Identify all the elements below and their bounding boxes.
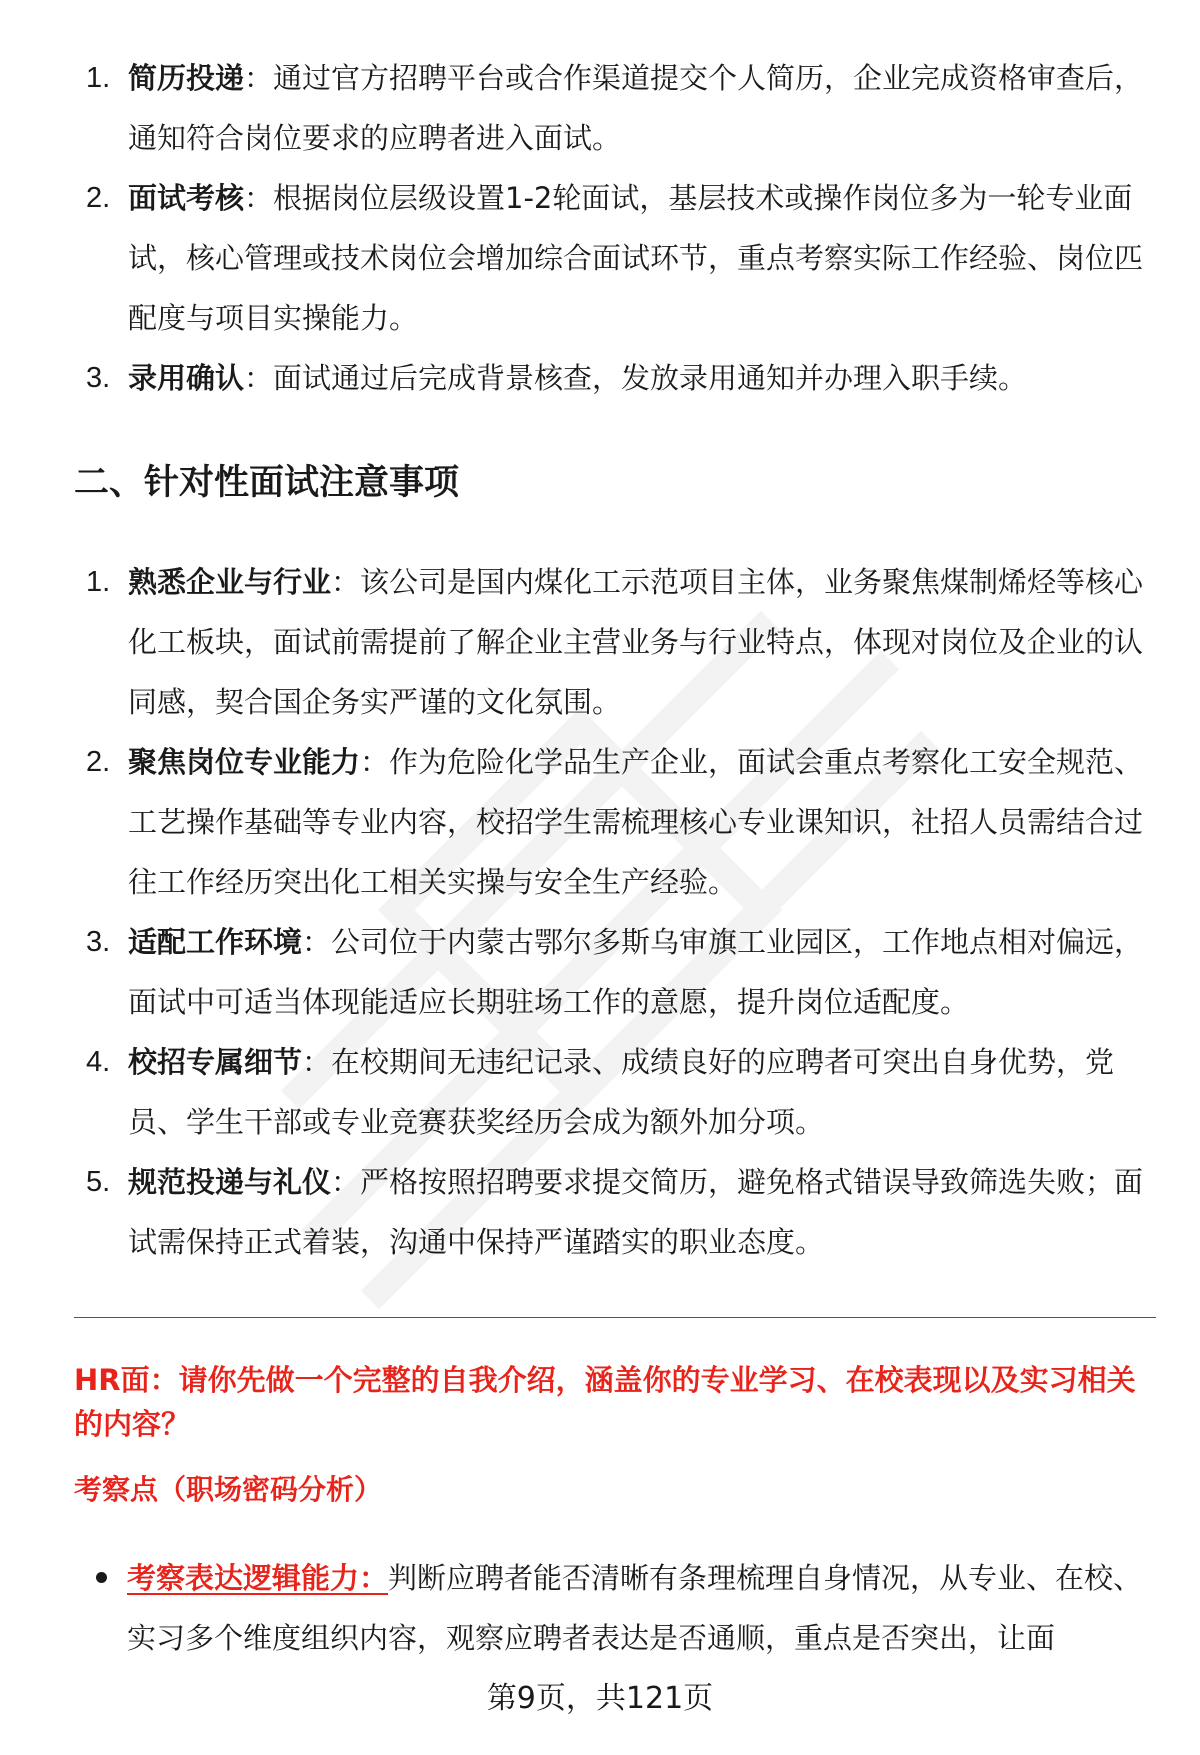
list-item bbox=[80, 732, 1145, 912]
analysis-bullet-list bbox=[96, 1548, 1146, 1668]
list-item-text: ：作为危险化学品生产企业，面试会重点考察化工安全规范、工艺操作基础等专业内容，校招学生需梳理核心专业课知识，社招人员需结合过往工作经历突出化工相关实操与安全生产经验。 bbox=[128, 745, 1144, 899]
list-item bbox=[80, 48, 1145, 168]
section-heading: 二、针对性面试注意事项 bbox=[74, 463, 460, 503]
list-item-text: ：根据岗位层级设置1-2轮面试，基层技术或操作岗位多为一轮专业面试，核心管理或技术岗位会增加综合面试环节，重点考察实际工作经验、岗位匹配度与项目实操能力。 bbox=[128, 181, 1144, 335]
list-item bbox=[80, 1152, 1145, 1272]
list-item-title: 规范投递与礼仪 bbox=[128, 1165, 332, 1199]
divider bbox=[74, 1317, 1156, 1318]
list-number: 2. bbox=[86, 746, 111, 778]
notes-list bbox=[80, 552, 1145, 1272]
hr-question: HR面：请你先做一个完整的自我介绍，涵盖你的专业学习、在校表现以及实习相关的内容？ bbox=[74, 1363, 1136, 1441]
list-item-text: ：公司位于内蒙古鄂尔多斯乌审旗工业园区，工作地点相对偏远，面试中可适当体现能适应长期驻场工作的意愿，提升岗位适配度。 bbox=[128, 925, 1144, 1019]
list-item-text: ：该公司是国内煤化工示范项目主体，业务聚焦煤制烯烃等核心化工板块，面试前需提前了解企业主营业务与行业特点，体现对岗位及企业的认同感，契合国企务实严谨的文化氛围。 bbox=[128, 565, 1144, 719]
list-item bbox=[80, 912, 1145, 1032]
list-item-title: 校招专属细节 bbox=[128, 1045, 303, 1079]
list-number: 1. bbox=[86, 566, 111, 598]
list-item-title: 面试考核 bbox=[128, 181, 245, 215]
bullet-dot-icon bbox=[96, 1572, 107, 1583]
bullet-item bbox=[96, 1548, 1146, 1668]
list-number: 5. bbox=[86, 1166, 111, 1198]
list-item bbox=[80, 1032, 1145, 1152]
analysis-subheading: 考察点（职场密码分析） bbox=[74, 1473, 383, 1506]
list-number: 3. bbox=[86, 362, 111, 394]
list-item-title: 聚焦岗位专业能力 bbox=[128, 745, 361, 779]
bullet-text: 判断应聘者能否清晰有条理梳理自身情况，从专业、在校、实习多个维度组织内容，观察应聘者表达是否通顺，重点是否突出，让面 bbox=[127, 1561, 1143, 1655]
page-number: 第9页，共121页 bbox=[486, 1681, 714, 1716]
bullet-title: 考察表达逻辑能力： bbox=[127, 1561, 389, 1595]
list-item-title: 适配工作环境 bbox=[128, 925, 303, 959]
list-item-title: 熟悉企业与行业 bbox=[128, 565, 332, 599]
list-number: 3. bbox=[86, 926, 111, 958]
list-number: 2. bbox=[86, 182, 111, 214]
list-number: 1. bbox=[86, 62, 111, 94]
list-item-text: ：面试通过后完成背景核查，发放录用通知并办理入职手续。 bbox=[244, 361, 1028, 395]
list-item-title: 录用确认 bbox=[128, 361, 245, 395]
list-item-text: ：严格按照招聘要求提交简历，避免格式错误导致筛选失败；面试需保持正式着装，沟通中保持严谨踏实的职业态度。 bbox=[128, 1165, 1144, 1259]
process-list bbox=[80, 48, 1145, 408]
list-item bbox=[80, 552, 1145, 732]
list-item bbox=[80, 168, 1145, 348]
list-item bbox=[80, 348, 1145, 408]
list-number: 4. bbox=[86, 1046, 111, 1078]
list-item-text: ：通过官方招聘平台或合作渠道提交个人简历，企业完成资格审查后，通知符合岗位要求的应聘者进入面试。 bbox=[128, 61, 1144, 155]
list-item-text: ：在校期间无违纪记录、成绩良好的应聘者可突出自身优势，党员、学生干部或专业竞赛获奖经历会成为额外加分项。 bbox=[128, 1045, 1115, 1139]
list-item-title: 简历投递 bbox=[128, 61, 245, 95]
